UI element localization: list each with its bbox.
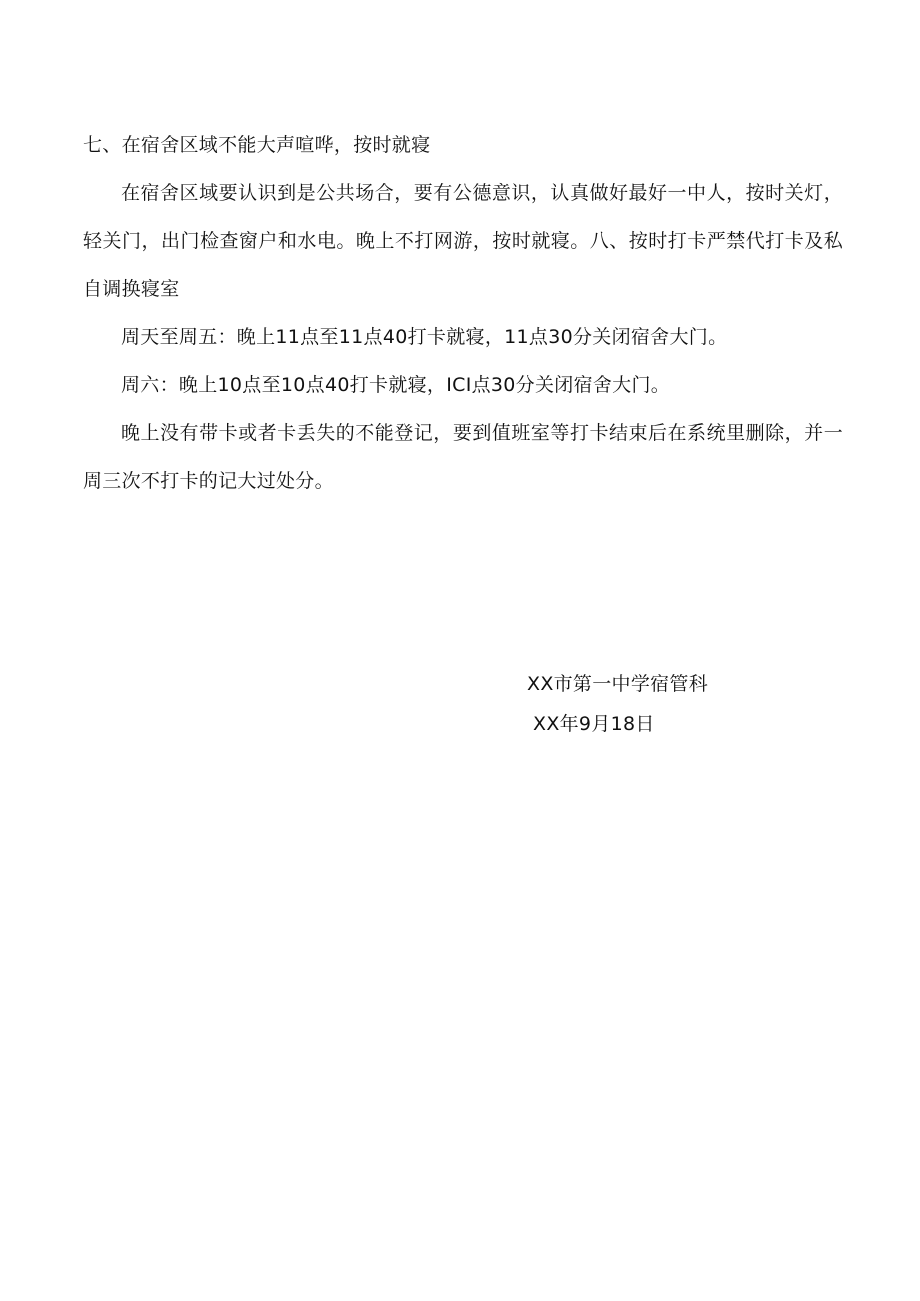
signature-organization: XX市第一中学宿管科 [527,673,709,695]
document-body [83,121,843,505]
signature-date: XX年9月18日 [533,713,655,735]
paragraph-saturday-schedule: 周六：晚上10点至10点40打卡就寝，ICI点30分关闭宿舍大门。 [121,374,671,396]
section-heading: 七、在宿舍区域不能大声喧哗，按时就寝 [83,134,431,156]
paragraph-conduct: 在宿舍区域要认识到是公共场合，要有公德意识，认真做好最好一中人，按时关灯，轻关门，出门检查窗户和水电。晚上不打网游，按时就寝。八、按时打卡严禁代打卡及私自调换寝室 [83,182,843,300]
signature-block [527,664,827,744]
paragraph-lost-card-rule: 晚上没有带卡或者卡丢失的不能登记，要到值班室等打卡结束后在系统里删除，并一周三次不打卡的记大过处分。 [83,422,843,492]
paragraph-weekday-schedule: 周天至周五：晚上11点至11点40打卡就寝，11点30分关闭宿舍大门。 [121,326,728,348]
